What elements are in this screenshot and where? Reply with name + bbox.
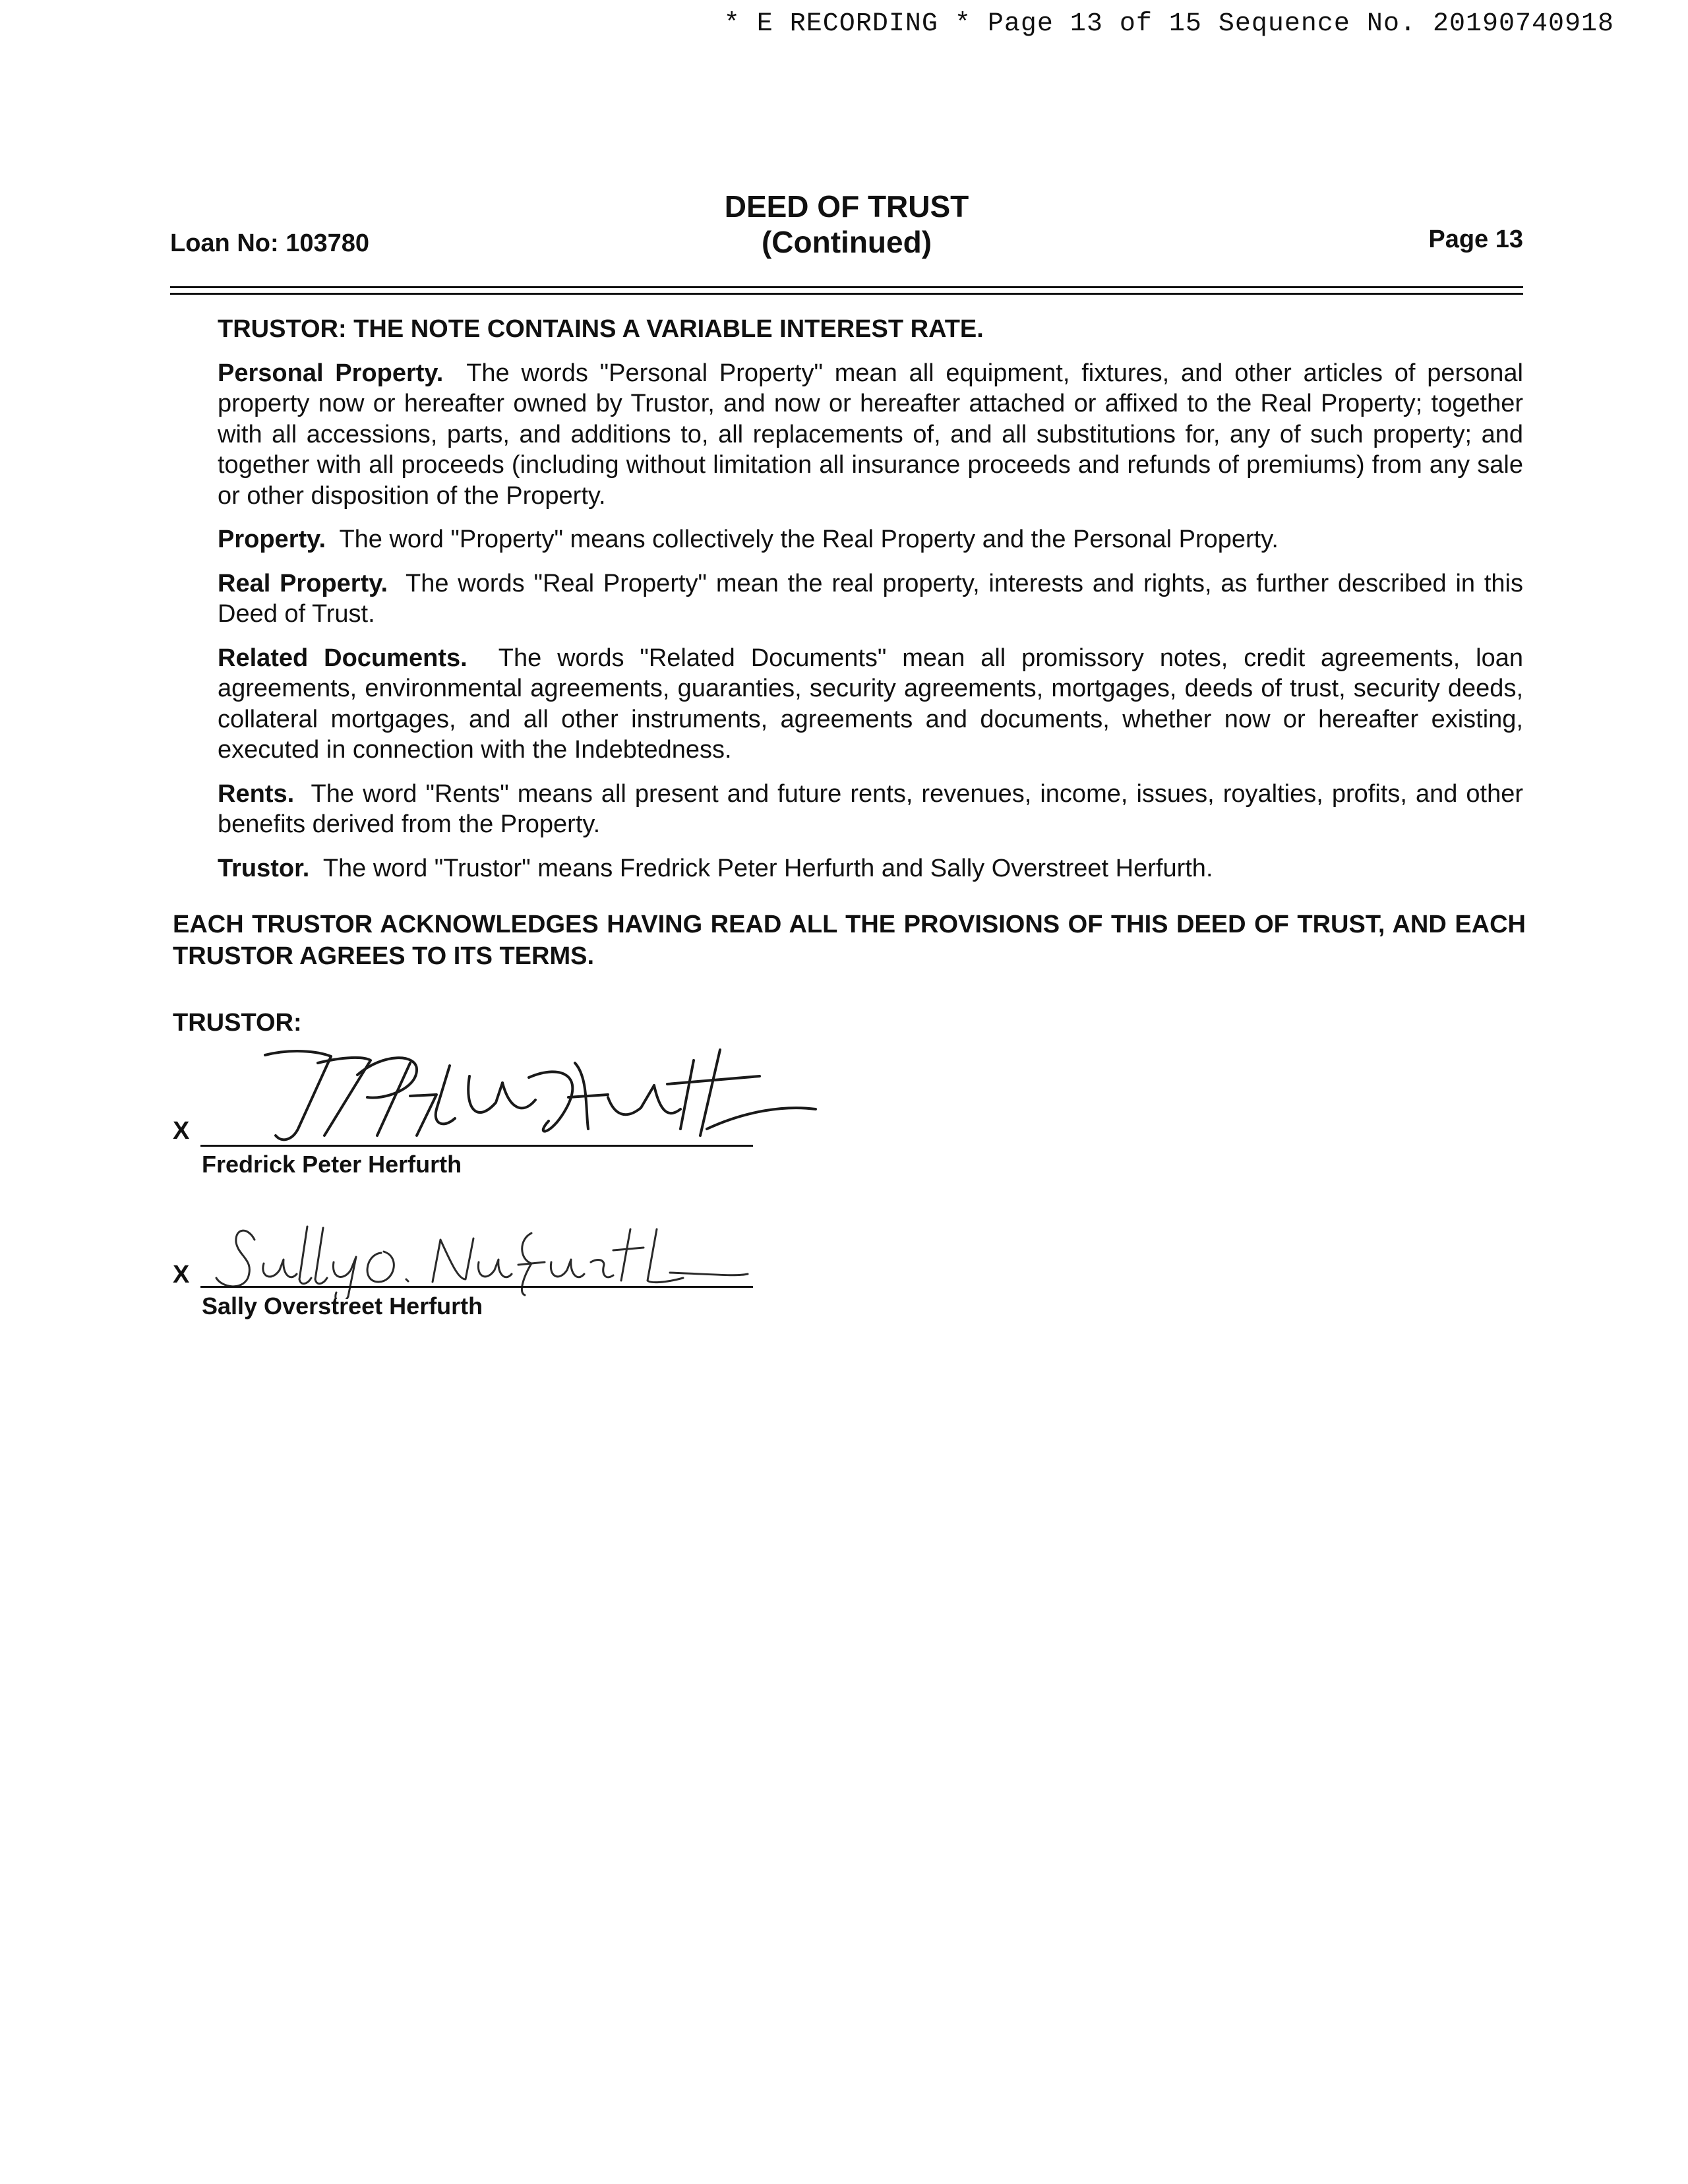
handwritten-signature-1 [219, 1037, 839, 1162]
document-title: DEED OF TRUST [724, 189, 969, 224]
definition-term: Real Property. [218, 569, 388, 597]
signature-line [200, 1145, 753, 1147]
signature-x-mark: X [173, 1261, 190, 1289]
signature-block-1 [173, 1042, 753, 1187]
definition-text: The word "Trustor" means Fredrick Peter Herfurth and Sally Overstreet Herfurth. [322, 854, 1213, 882]
signature-heading: TRUSTOR: [173, 1009, 302, 1037]
definition-trustor [218, 853, 1523, 884]
page-number: Page 13 [1428, 226, 1523, 253]
document-header [170, 185, 1523, 264]
definition-property [218, 524, 1523, 555]
definition-personal-property [218, 358, 1523, 512]
header-rule-bottom [170, 293, 1523, 295]
definition-text: The word "Property" means collectively the Real Property and the Personal Property. [339, 526, 1279, 553]
document-title-block [170, 189, 1523, 260]
definition-rents [218, 779, 1523, 840]
definition-text: The words "Related Documents" mean all promissory notes, credit agreements, loan agreements, environmental agreements, guaranties, security agreements, mortgages, deeds of trust, security deeds, collateral mortgages, and all other instruments, agreements and documents, whether now or hereafter existing, executed in connection with the Indebtedness. [218, 644, 1523, 764]
variable-rate-notice: TRUSTOR: THE NOTE CONTAINS A VARIABLE INTEREST RATE. [218, 315, 984, 343]
definition-real-property [218, 568, 1523, 630]
definition-text: The words "Personal Property" mean all equipment, fixtures, and other articles of personal property now or hereafter owned by Trustor, and now or hereafter attached or affixed to the Real Property; together with all accessions, parts, and additions to, all replacements of, and all substitutions for, any of such property; and together with all proceeds (including without limitation all insurance proceeds and refunds of premiums) from any sale or other disposition of the Property. [218, 359, 1523, 510]
header-rule-top [170, 286, 1523, 288]
definition-term: Related Documents. [218, 644, 467, 672]
definition-term: Property. [218, 526, 326, 553]
loan-number: Loan No: 103780 [170, 229, 369, 257]
definition-text: The word "Rents" means all present and future rents, revenues, income, issues, royalties, profits, and other benefits derived from the Property. [218, 779, 1523, 838]
definition-term: Personal Property. [218, 359, 444, 387]
definition-related-documents [218, 643, 1523, 766]
document-subtitle: (Continued) [761, 225, 932, 259]
definition-text: The words "Real Property" mean the real property, interests and rights, as further described in this Deed of Trust. [218, 569, 1523, 628]
acknowledgement-statement: EACH TRUSTOR ACKNOWLEDGES HAVING READ ALL THE PROVISIONS OF THIS DEED OF TRUST, AND EACH TRUSTOR AGREES TO ITS TERMS. [173, 911, 1526, 970]
definition-term: Trustor. [218, 854, 310, 882]
signature-line [200, 1286, 753, 1288]
definition-term: Rents. [218, 779, 295, 808]
definitions-section [218, 314, 1523, 897]
signature-x-mark: X [173, 1117, 190, 1145]
signer-name: Sally Overstreet Herfurth [202, 1292, 483, 1320]
recording-banner: * E RECORDING * Page 13 of 15 Sequence No. 20190740918 [723, 9, 1614, 39]
signer-name: Fredrick Peter Herfurth [202, 1151, 462, 1178]
signature-block-2 [173, 1207, 753, 1325]
